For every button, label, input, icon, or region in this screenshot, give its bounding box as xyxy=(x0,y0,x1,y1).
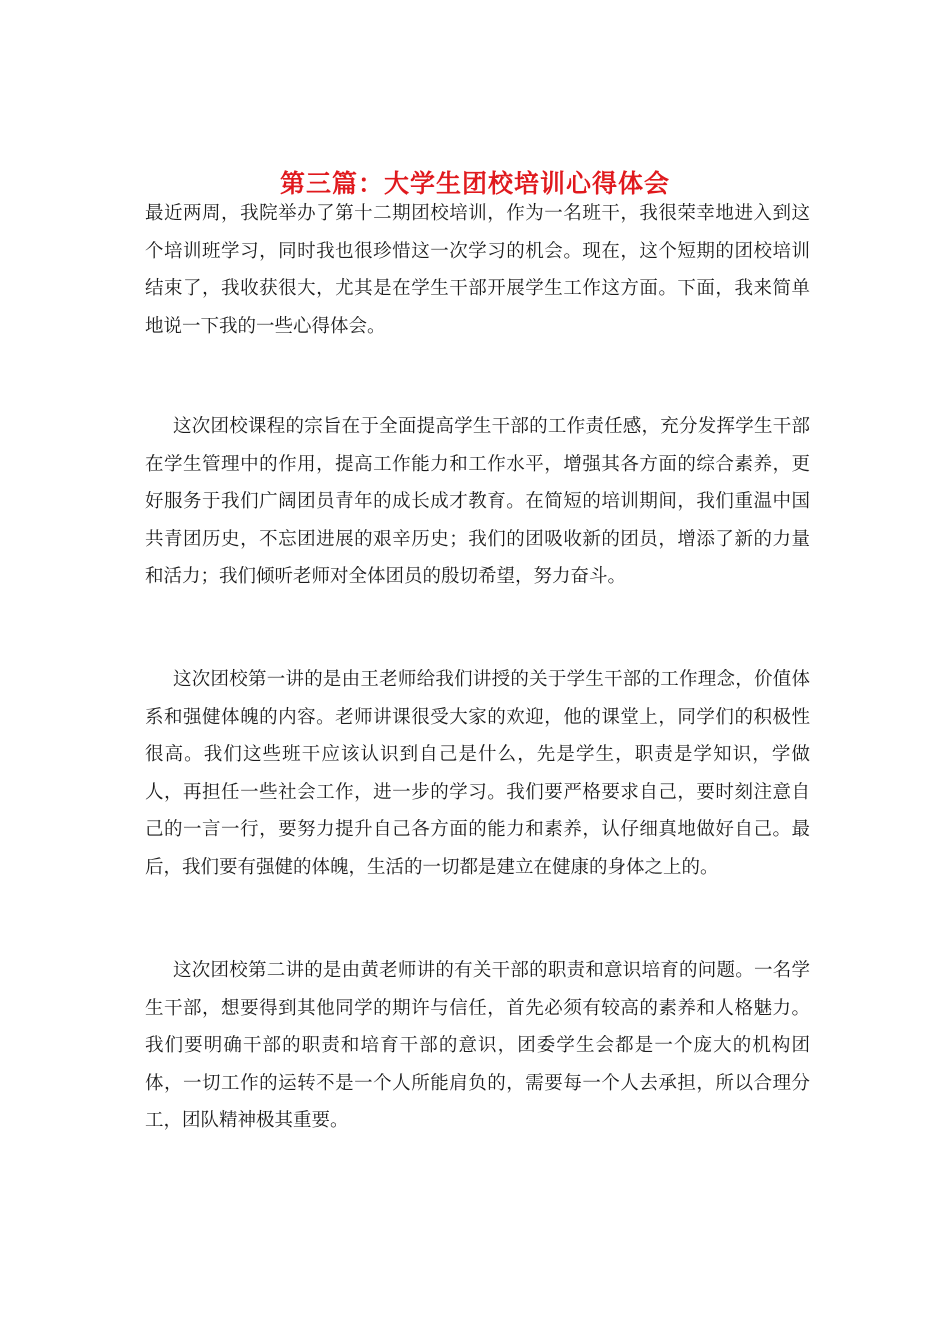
paragraph-intro: 最近两周，我院举办了第十二期团校培训，作为一名班干，我很荣幸地进入到这个培训班学习，同时我也很珍惜这一次学习的机会。现在，这个短期的团校培训结束了，我收获很大，尤其是在学生干部开展学生工作这方面。下面，我来简单地说一下我的一些心得体会。 xyxy=(145,203,810,337)
paragraph-course-purpose: 这次团校课程的宗旨在于全面提高学生干部的工作责任感，充分发挥学生干部在学生管理中的作用，提高工作能力和工作水平，增强其各方面的综合素养，更好服务于我们广阔团员青年的成长成才教育。在简短的培训期间，我们重温中国共青团历史，不忘团进展的艰辛历史；我们的团吸收新的团员，增添了新的力量和活力；我们倾听老师对全体团员的殷切希望，努力奋斗。 xyxy=(145,416,810,587)
paragraph-second-lecture: 这次团校第二讲的是由黄老师讲的有关干部的职责和意识培育的问题。一名学生干部，想要得到其他同学的期许与信任，首先必须有较高的素养和人格魅力。我们要明确干部的职责和培育干部的意识，团委学生会都是一个庞大的机构团体，一切工作的运转不是一个人所能肩负的，需要每一个人去承担，所以合理分工，团队精神极其重要。 xyxy=(145,960,810,1131)
paragraph-first-lecture: 这次团校第一讲的是由王老师给我们讲授的关于学生干部的工作理念，价值体系和强健体魄的内容。老师讲课很受大家的欢迎，他的课堂上，同学们的积极性很高。我们这些班干应该认识到自己是什么，先是学生，职责是学知识，学做人，再担任一些社会工作，进一步的学习。我们要严格要求自己，要时刻注意自己的一言一行，要努力提升自己各方面的能力和素养，认仔细真地做好自己。最后，我们要有强健的体魄，生活的一切都是建立在健康的身体之上的。 xyxy=(145,669,810,878)
document-title: 第三篇：大学生团校培训心得体会 xyxy=(279,168,670,198)
